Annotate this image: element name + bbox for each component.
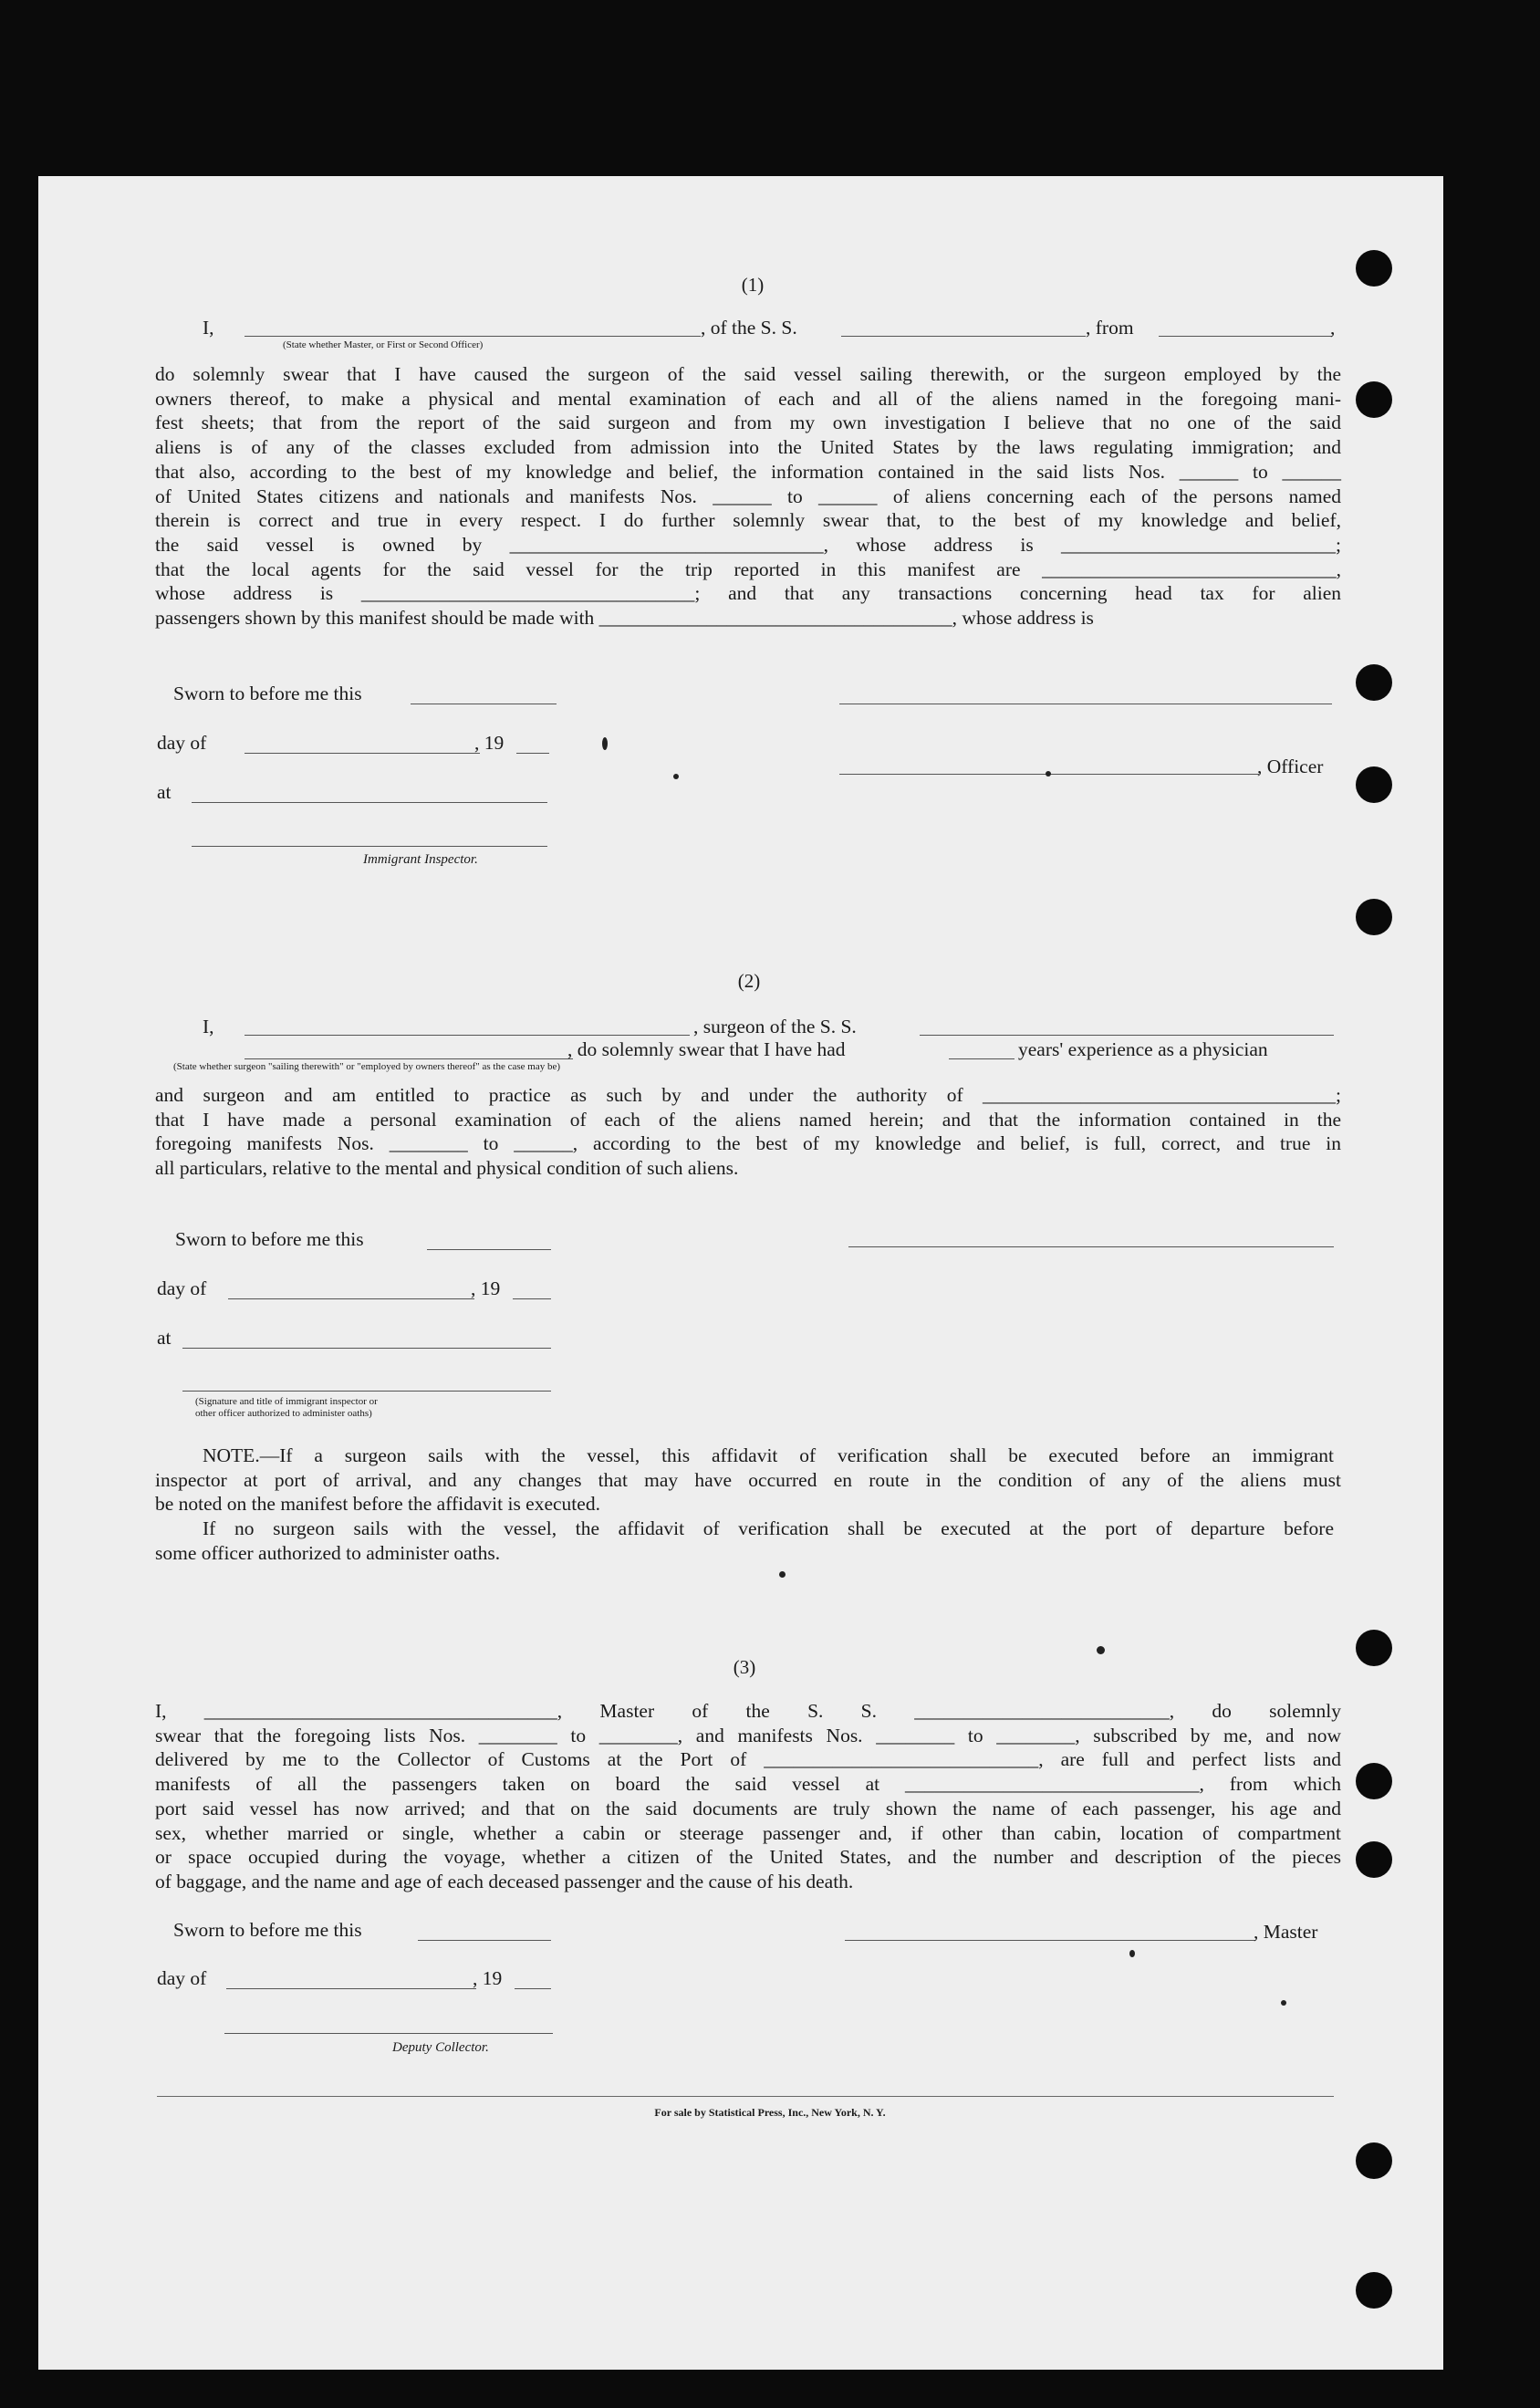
section-3-day-of: day of <box>157 1967 207 1989</box>
body-line: and surgeon and am entitled to practice as such by and under the authority of ____________________________________; <box>155 1084 1341 1106</box>
body-line: passengers shown by this manifest should be made with ____________________________________, whose address is <box>155 607 1094 629</box>
section-1-vessel-label: , of the S. S. <box>701 317 797 339</box>
body-line: some officer authorized to administer oaths. <box>155 1541 501 1564</box>
section-3-sworn: Sworn to before me this <box>173 1919 362 1941</box>
body-line: inspector at port of arrival, and any changes that may have occurred en route in the condition of any of the aliens must <box>155 1468 1341 1491</box>
section-2-day-of: day of <box>157 1277 207 1299</box>
immigrant-inspector-label: Immigrant Inspector. <box>363 852 478 867</box>
footer-rule <box>157 2096 1334 2097</box>
body-line: the said vessel is owned by ________________________________, whose address is ____________________________; <box>155 533 1341 556</box>
body-line: NOTE.—If a surgeon sails with the vessel, this affidavit of verification shall be executed before an immigrant <box>203 1444 1334 1466</box>
body-line: therein is correct and true in every respect. I do further solemnly swear that, to the best of my knowledge and belief, <box>155 509 1341 532</box>
body-line: owners thereof, to make a physical and mental examination of each and all of the aliens named in the foregoing mani- <box>155 387 1341 410</box>
body-line: delivered by me to the Collector of Customs at the Port of ____________________________, are full and perfect lists and <box>155 1748 1341 1771</box>
body-line: be noted on the manifest before the affidavit is executed. <box>155 1493 600 1516</box>
binder-hole <box>1356 1630 1392 1666</box>
binder-hole <box>1356 766 1392 803</box>
signature-note-2: other officer authorized to administer oaths) <box>195 1408 372 1419</box>
body-line: aliens is of any of the classes excluded from admission into the United States by the laws regulating immigration; and <box>155 436 1341 459</box>
surgeon-ss-label: , surgeon of the S. S. <box>693 1016 857 1037</box>
scan-speck <box>1129 1950 1135 1957</box>
body-line: that also, according to the best of my knowledge and belief, the information contained in the said lists Nos. ______ to ______ <box>155 460 1341 483</box>
scan-speck <box>1281 2000 1286 2006</box>
body-line: port said vessel has now arrived; and that on the said documents are truly shown the name of each passenger, his age and <box>155 1797 1341 1819</box>
signature-note-1: (Signature and title of immigrant inspector or <box>195 1396 378 1407</box>
body-line: of baggage, and the name and age of each deceased passenger and the cause of his death. <box>155 1870 854 1892</box>
scan-speck <box>1046 771 1051 777</box>
section-3-master-label: , Master <box>1254 1921 1318 1943</box>
binder-hole <box>1356 250 1392 287</box>
body-line: or space occupied during the voyage, whether a citizen of the United States, and the number and description of the pieces <box>155 1846 1341 1869</box>
section-2-heading: (2) <box>737 970 761 992</box>
body-line: do solemnly swear that I have caused the surgeon of the said vessel sailing therewith, or the surgeon employed by the <box>155 363 1341 385</box>
body-line: swear that the foregoing lists Nos. ________ to ________, and manifests Nos. ________ to ________, subscribed by me, and now <box>155 1724 1341 1746</box>
binder-hole <box>1356 1841 1392 1878</box>
surgeon-swear: , do solemnly swear that I have had <box>567 1038 846 1060</box>
section-1-sworn: Sworn to before me this <box>173 683 362 704</box>
body-line: sex, whether married or single, whether a cabin or steerage passenger and, if other than cabin, location of compartment <box>155 1821 1341 1844</box>
body-line: that the local agents for the said vessel for the trip reported in this manifest are ______________________________, <box>155 558 1341 580</box>
section-1-from-label: , from <box>1086 317 1134 339</box>
binder-hole <box>1356 899 1392 935</box>
body-line: I, ____________________________________, Master of the S. S. __________________________, do solemnly <box>155 1700 1341 1722</box>
binder-hole <box>1356 2272 1392 2309</box>
section-3-heading: (3) <box>733 1656 756 1678</box>
section-1-at: at <box>157 781 172 803</box>
body-line: fest sheets; that from the report of the said surgeon and from my own investigation I believe that no one of the said <box>155 412 1341 434</box>
surgeon-note: (State whether surgeon "sailing therewith" or "employed by owners thereof" as the case may be) <box>173 1061 561 1072</box>
body-line: manifests of all the passengers taken on board the said vessel at ______________________________, from which <box>155 1773 1341 1796</box>
body-line: all particulars, relative to the mental and physical condition of such aliens. <box>155 1157 739 1180</box>
scan-speck <box>1097 1646 1105 1654</box>
body-line: If no surgeon sails with the vessel, the affidavit of verification shall be executed at the port of departure before <box>203 1517 1334 1540</box>
binder-hole <box>1356 1763 1392 1799</box>
section-1-officer-label: , Officer <box>1257 756 1324 777</box>
body-line: that I have made a personal examination of each of the aliens named herein; and that the information contained in the <box>155 1108 1341 1131</box>
deputy-collector-label: Deputy Collector. <box>392 2040 489 2055</box>
scan-speck <box>779 1571 786 1578</box>
body-line: whose address is __________________________________; and that any transactions concerning head tax for alien <box>155 582 1341 605</box>
officer-note: (State whether Master, or First or Second Officer) <box>283 339 484 350</box>
binder-hole <box>1356 2142 1392 2179</box>
section-1-heading: (1) <box>741 274 765 296</box>
scan-speck <box>602 737 608 750</box>
section-1-line-1: I, <box>203 317 214 339</box>
printer-credit: For sale by Statistical Press, Inc., New York, N. Y. <box>654 2106 886 2119</box>
section-1-day-of: day of <box>157 732 207 754</box>
scan-speck <box>673 774 679 779</box>
binder-hole <box>1356 664 1392 701</box>
section-2-sworn: Sworn to before me this <box>175 1228 364 1250</box>
section-2-at: at <box>157 1327 172 1349</box>
binder-hole <box>1356 381 1392 418</box>
body-line: foregoing manifests Nos. ________ to ______, according to the best of my knowledge and belief, is full, correct, and true in <box>155 1132 1341 1155</box>
body-line: of United States citizens and nationals and manifests Nos. ______ to ______ of aliens concerning each of the persons named <box>155 485 1341 507</box>
